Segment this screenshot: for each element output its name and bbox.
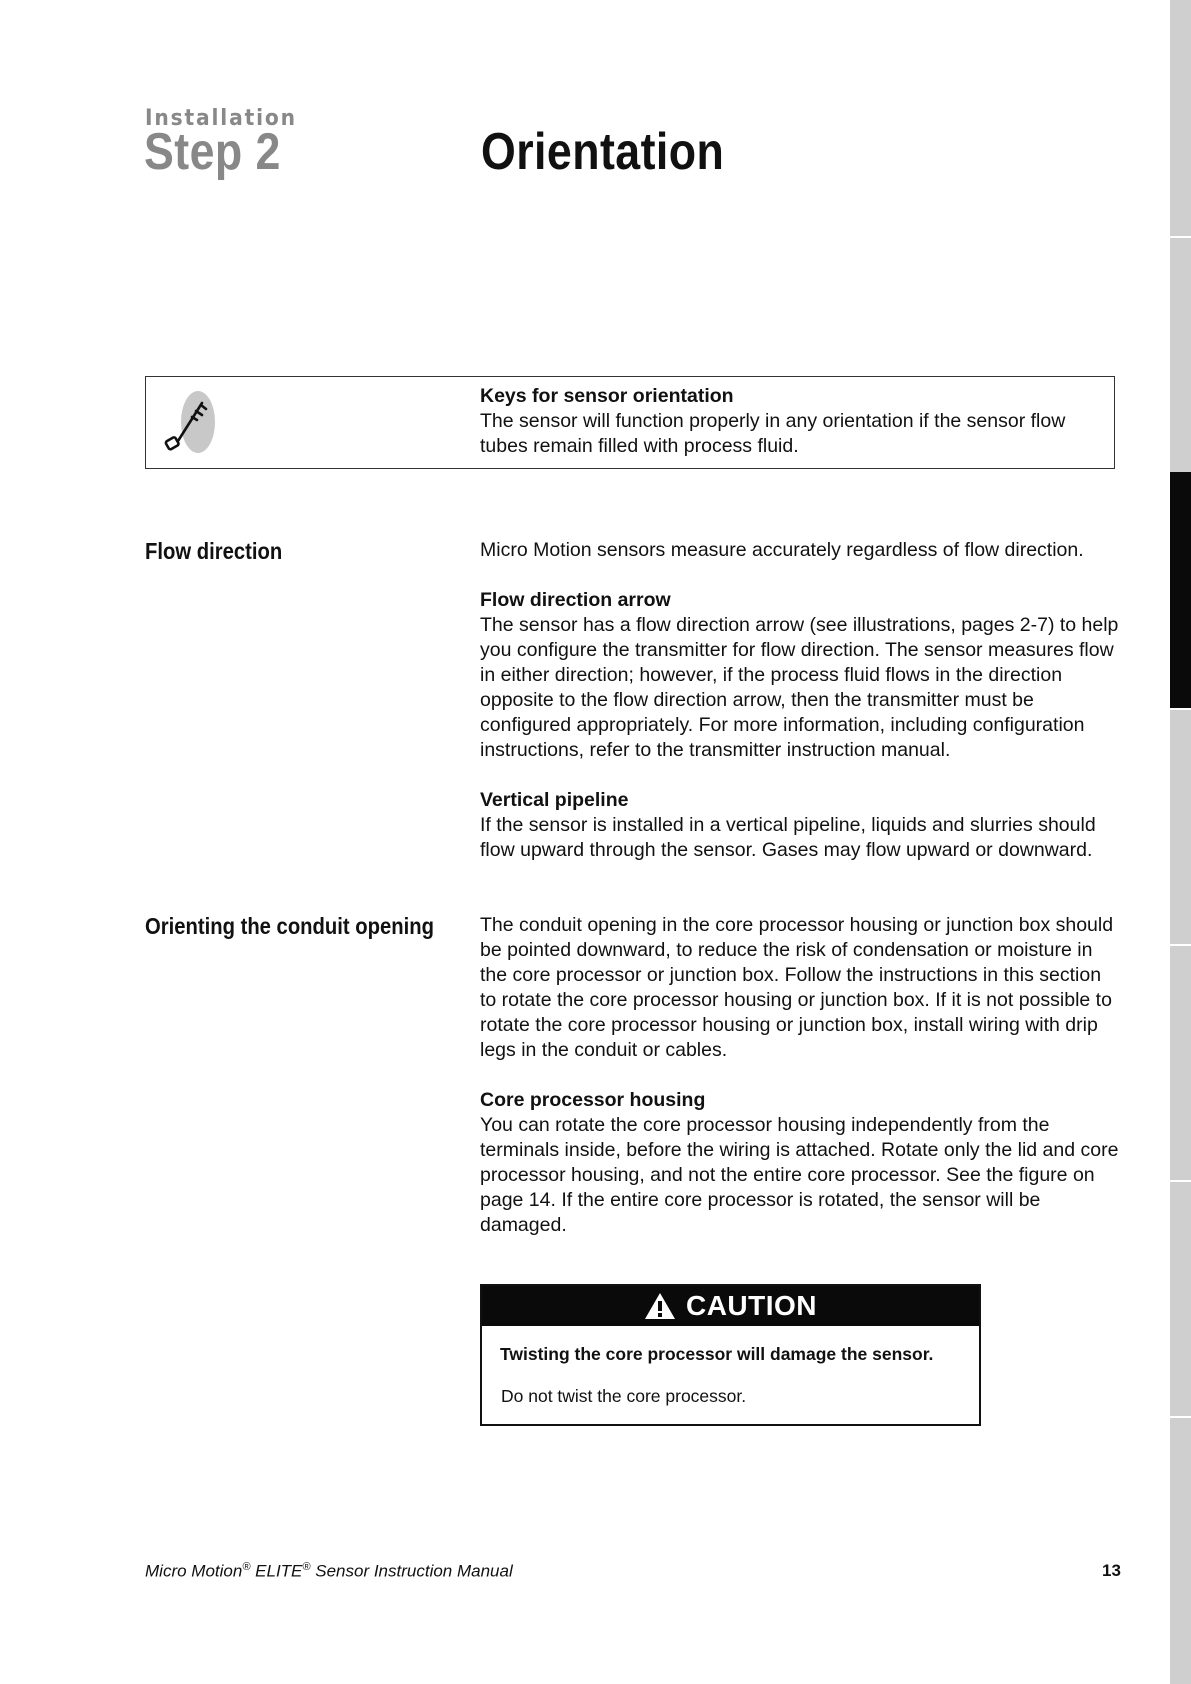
- step-label: Step 2: [144, 123, 281, 181]
- section-tab-1[interactable]: [1170, 0, 1191, 236]
- conduit-intro: The conduit opening in the core processor housing or junction box should be pointed downward, to reduce the risk of condensation or moisture in the core processor or junction box. Follow the instructions in this section to rotate the core processor housing or junction box. If it is not possible to rotate the core processor housing or junction box, install wiring with drip legs in the conduit or cables.: [480, 914, 1114, 1061]
- key-icon: [158, 389, 218, 459]
- section-tab-6[interactable]: [1170, 1182, 1191, 1416]
- section-tab-4[interactable]: [1170, 710, 1191, 944]
- flow-direction-side-head: Flow direction: [145, 538, 283, 564]
- flow-direction-intro: Micro Motion sensors measure accurately regardless of flow direction.: [480, 539, 1084, 561]
- section-label: Installation: [145, 106, 297, 131]
- conduit-side-head: Orienting the conduit opening: [145, 913, 434, 939]
- page-number: 13: [1102, 1561, 1121, 1580]
- section-tab-2[interactable]: [1170, 238, 1191, 472]
- key-note-box: [145, 376, 1115, 469]
- caution-statement: Twisting the core processor will damage the sensor.: [500, 1344, 934, 1364]
- footer-manual: Sensor Instruction Manual: [315, 1561, 513, 1581]
- caution-header: [482, 1286, 979, 1326]
- caution-instruction: Do not twist the core processor.: [501, 1386, 747, 1406]
- caution-box: [480, 1284, 981, 1426]
- flow-arrow-heading: Flow direction arrow: [480, 589, 671, 611]
- footer-reg-mark-2: ®: [302, 1561, 311, 1573]
- footer-brand: Micro Motion: [145, 1561, 243, 1581]
- key-note-body: The sensor will function properly in any orientation if the sensor flow tubes remain filled with process fluid.: [480, 410, 1066, 457]
- core-processor-housing-heading: Core processor housing: [480, 1089, 706, 1111]
- page-title: Orientation: [481, 123, 725, 181]
- conduit-section: [480, 913, 1120, 1238]
- section-tab-installation-active[interactable]: [1170, 472, 1191, 708]
- footer-product: ELITE: [255, 1561, 303, 1581]
- warning-triangle-icon: [644, 1292, 676, 1320]
- key-note-text: [480, 384, 1105, 459]
- key-note-heading: Keys for sensor orientation: [480, 385, 734, 407]
- section-tab-7[interactable]: [1170, 1418, 1191, 1684]
- footer-manual-title: [145, 1561, 513, 1582]
- section-tab-5[interactable]: [1170, 946, 1191, 1180]
- vertical-pipeline-text: If the sensor is installed in a vertical pipeline, liquids and slurries should flow upward through the sensor. Gases may flow upward or downward.: [480, 814, 1096, 861]
- core-processor-housing-text: You can rotate the core processor housing independently from the terminals inside, before the wiring is attached. Rotate only the lid and core processor housing, and not the entire core processor. See the figure on page 14. If the entire core processor is rotated, the sensor will be damaged.: [480, 1114, 1119, 1236]
- flow-direction-section: [480, 538, 1120, 863]
- flow-arrow-text: The sensor has a flow direction arrow (see illustrations, pages 2-7) to help you configure the transmitter for flow direction. The sensor measures flow in either direction; however, if the process fluid flows in the direction opposite to the flow direction arrow, then the transmitter must be configured appropriately. For more information, including configuration instructions, refer to the transmitter instruction manual.: [480, 614, 1119, 761]
- caution-title: CAUTION: [685, 1290, 818, 1321]
- vertical-pipeline-heading: Vertical pipeline: [480, 789, 629, 811]
- footer-reg-mark: ®: [242, 1561, 251, 1573]
